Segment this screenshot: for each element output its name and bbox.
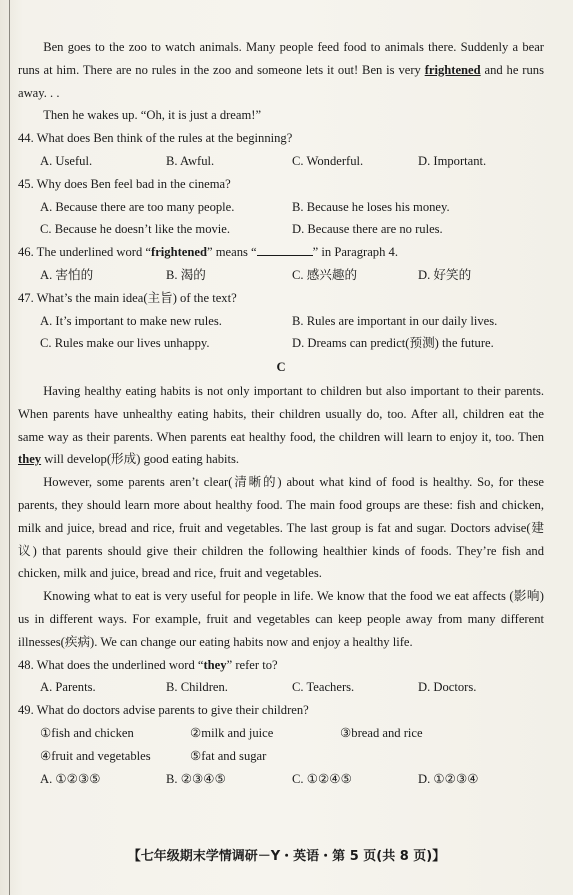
option-a: A. 害怕的 <box>40 267 94 282</box>
option-b: B. ②③④⑤ <box>166 771 226 786</box>
stem-text: ” refer to? <box>226 657 278 672</box>
numbered-item: ⑤fat and sugar <box>190 748 267 763</box>
page-footer: 【七年级期末学情调研－Y・英语・第 5 页(共 8 页)】 <box>127 849 446 864</box>
option-d: D. ①②③④ <box>418 771 479 786</box>
section-heading: C <box>276 360 286 375</box>
option-a: A. It’s important to make new rules. <box>40 313 222 328</box>
option-d: D. Doctors. <box>418 680 477 695</box>
option-a: A. Useful. <box>40 153 93 168</box>
option-a: A. Because there are too many people. <box>40 199 235 214</box>
question-options <box>18 332 544 355</box>
question-stem: 45. Why does Ben feel bad in the cinema? <box>18 176 231 191</box>
passage-b-paragraph: Then he wakes up. “Oh, it is just a dream!” <box>43 108 262 123</box>
numbered-item: ④fruit and vegetables <box>40 748 151 763</box>
question-options <box>18 150 544 173</box>
question-stem: 47. What’s the main idea(主旨) of the text? <box>18 290 237 305</box>
page-content <box>18 36 544 790</box>
passage-text: and he runs away. . . <box>18 62 544 100</box>
question-stem <box>18 241 544 264</box>
option-c: C. Rules make our lives unhappy. <box>40 336 210 351</box>
passage-text: will develop(形成) good eating habits. <box>41 452 240 467</box>
passage-text: Ben goes to the zoo to watch animals. Many people feed food to animals there. Suddenly a bear runs at him. There are no rules in the zoo and someone lets it out! Ben is very <box>18 40 544 77</box>
stem-text: 46. The underlined word “ <box>18 245 152 260</box>
option-d: D. Dreams can predict(预测) the future. <box>292 336 494 351</box>
option-c: C. Because he doesn’t like the movie. <box>40 222 231 237</box>
question-45 <box>18 173 544 241</box>
stem-keyword: frightened <box>151 245 207 260</box>
numbered-item: ③bread and rice <box>340 725 423 740</box>
numbered-item: ②milk and juice <box>190 725 274 740</box>
question-options <box>18 196 544 219</box>
option-d: D. Important. <box>418 153 487 168</box>
stem-text: 48. What does the underlined word “ <box>18 657 204 672</box>
option-a: A. ①②③⑤ <box>40 771 101 786</box>
question-options <box>18 310 544 333</box>
option-c: C. 感兴趣的 <box>292 267 358 282</box>
option-d: D. 好笑的 <box>418 267 472 282</box>
numbered-item: ①fish and chicken <box>40 725 134 740</box>
stem-text: ” in Paragraph 4. <box>312 245 398 260</box>
numbered-items <box>18 722 544 745</box>
underlined-word-frightened: frightened <box>424 62 481 77</box>
stem-keyword: they <box>203 657 227 672</box>
option-d: D. Because there are no rules. <box>292 222 443 237</box>
option-b: B. Rules are important in our daily lives. <box>292 313 498 328</box>
question-options <box>18 676 544 699</box>
question-44 <box>18 127 544 173</box>
option-a: A. Parents. <box>40 680 96 695</box>
option-b: B. 渴的 <box>166 267 206 282</box>
question-47 <box>18 287 544 355</box>
passage-c-paragraph: Knowing what to eat is very useful for people in life. We know that the food we eat affects (影响) us in different ways. For example, fruit and vegetables can keep people away from many different illnesses(疾病). We can change our eating habits now and enjoy a healthy life. <box>18 589 544 649</box>
stem-text: ” means “ <box>206 245 257 260</box>
passage-c-paragraph: However, some parents aren’t clear(清晰的) about what kind of food is healthy. So, for these parents, they should learn more about healthy food. The main food groups are these: fish and chicken, milk and juice, bread and rice, fruit and vegetables. The last group is fat and sugar. Doctors advise(建议) that parents should give their children the following healthier kinds of foods. They’re fish and chicken, milk and juice, bread and rice, fruit and vegetables. <box>18 475 544 581</box>
question-stem: 44. What does Ben think of the rules at the beginning? <box>18 131 293 146</box>
option-c: C. ①②④⑤ <box>292 771 352 786</box>
question-stem <box>18 654 544 677</box>
question-options <box>18 768 544 791</box>
question-49 <box>18 699 544 790</box>
question-options <box>18 264 544 287</box>
question-options <box>18 218 544 241</box>
question-46 <box>18 241 544 287</box>
option-b: B. Children. <box>166 680 228 695</box>
answer-blank <box>257 243 313 256</box>
option-c: C. Wonderful. <box>292 153 364 168</box>
numbered-items <box>18 745 544 768</box>
passage-c-paragraph <box>18 380 544 471</box>
option-b: B. Awful. <box>166 153 215 168</box>
passage-b-paragraph <box>18 36 544 104</box>
underlined-word-they: they <box>18 452 42 467</box>
question-stem: 49. What do doctors advise parents to give their children? <box>18 703 309 718</box>
passage-text: Having healthy eating habits is not only important to children but also important to their parents. When parents have unhealthy eating habits, their children usually do, too. After all, children eat the same way as their parents. When parents eat healthy food, the children will learn to enjoy it, too. Then <box>18 383 544 444</box>
binding-margin-line <box>9 0 10 895</box>
option-b: B. Because he loses his money. <box>292 199 450 214</box>
option-c: C. Teachers. <box>292 680 355 695</box>
question-48 <box>18 654 544 700</box>
